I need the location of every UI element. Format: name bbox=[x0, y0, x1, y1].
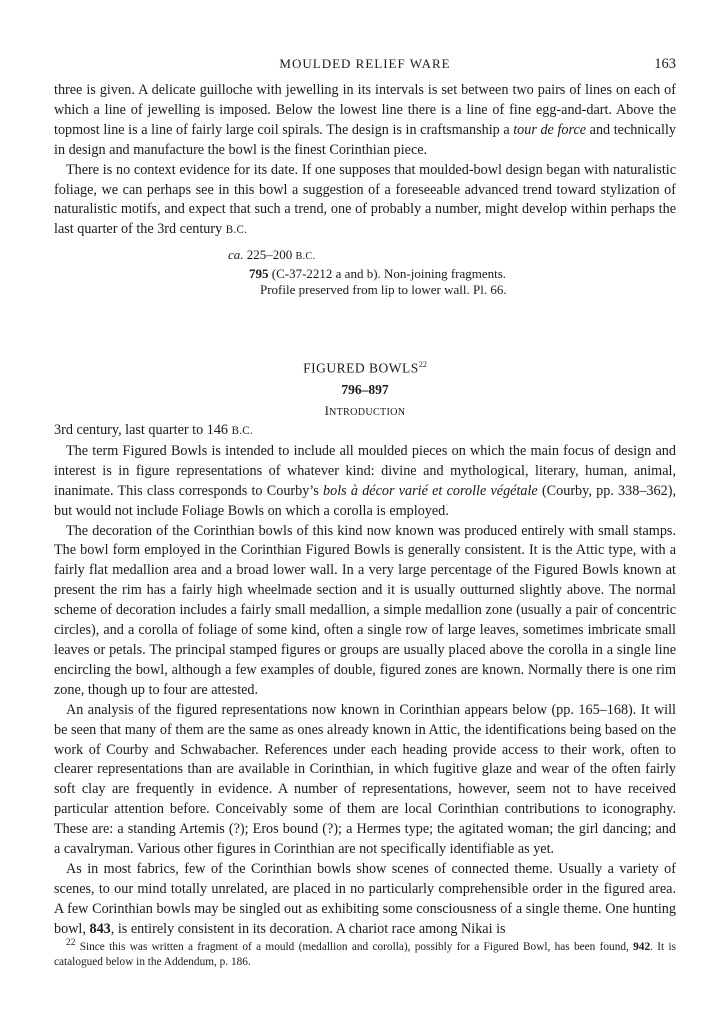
catalogue-number-ref[interactable]: 843 bbox=[89, 920, 111, 937]
date-range: 225–200 bbox=[243, 247, 296, 262]
paragraph-guilloche bbox=[54, 81, 676, 161]
section-title-text: FIGURED BOWLS bbox=[303, 360, 419, 376]
text-run: 3rd century, last quarter to 146 bbox=[54, 422, 232, 438]
catalogue-date bbox=[228, 247, 507, 266]
running-title: MOULDED RELIEF WARE bbox=[279, 56, 451, 71]
subheading-rest: NTRODUCTION bbox=[328, 407, 406, 418]
era-abbrev: B.C. bbox=[295, 251, 316, 262]
footnote-text bbox=[54, 936, 676, 970]
page-number: 163 bbox=[654, 56, 676, 72]
text-run: Since this was written a fragment of a mould (medallion and corolla), possibly for a Figured Bowl, has been found, bbox=[75, 940, 634, 953]
text-run: , is entirely consistent in its decoration. A chariot race among Nikai is bbox=[110, 920, 506, 937]
text-run: As in most fabrics, few of the Corinthian bowls show scenes of connected theme. Usually a variety of scenes, to our mind totally unrelated, are placed in no particularly comprehensible order in the figured area. A few Corinthian bowls may be singled out as exhibiting some consciousness of a single theme. One hunting bowl, bbox=[54, 860, 676, 937]
catalogue-description: (C-37-2212 a and b). Non-joining fragments. bbox=[268, 265, 507, 281]
era-abbrev: B.C. bbox=[225, 224, 248, 237]
paragraph-analysis: An analysis of the figured representations now known in Corinthian appears below (pp. 165–168). It will be seen that many of them are the same as ones already known in Attic, the identifications being based on the work of Courby and Schwabacher. References under each heading provide access to their work, often to clearer representations than are available in Corinthian, in which fugitive glaze and wear of the often fairly soft clay are frequently in evidence. A number of representations, however, seem not to have received particular attention before. Conceivably some of them are local Corinthian contributions to iconography. These are: a standing Artemis (?); Eros bound (?); a Hermes type; the agitated woman; the girl dancing; and a cavalryman. Various other figures in Corinthian are not specifically identifiable as yet. bbox=[54, 701, 676, 858]
italic-phrase: tour de force bbox=[513, 121, 587, 138]
catalogue-entry bbox=[228, 247, 507, 299]
running-head bbox=[54, 56, 676, 76]
catalogue-range: 796–897 bbox=[341, 382, 389, 397]
footnote-reference[interactable]: 22 bbox=[418, 360, 427, 369]
catalogue-line-continued: Profile preserved from lip to lower wall. Pl. 66. bbox=[260, 282, 507, 298]
subheading-initial: I bbox=[324, 403, 329, 418]
text-run: . It is catalogued below in the Addendum, p. 186. bbox=[54, 940, 676, 968]
text-run: (Courby, pp. 338–362), but would not include Foliage Bowls on which a corolla is employed. bbox=[54, 482, 676, 519]
catalogue-line bbox=[228, 266, 507, 283]
section-title bbox=[54, 360, 676, 377]
text-run: There is no context evidence for its date. If one supposes that moulded-bowl design began with naturalistic foliage, we can perhaps see in this bowl a suggestion of a foreseeable advanced trend toward stylization of naturalistic motifs, and expect that such a trend, one of probably a number, might develop within perhaps the last quarter of the 3rd century bbox=[54, 161, 676, 238]
date-line bbox=[54, 421, 676, 442]
paragraph-dating bbox=[54, 161, 676, 242]
figured-bowls-text-block bbox=[54, 421, 676, 940]
italic-phrase: bols à décor varié et corolle végétale bbox=[323, 482, 538, 499]
catalogue-number-ref[interactable]: 942 bbox=[633, 940, 651, 953]
subheading-introduction bbox=[54, 403, 676, 419]
footnote bbox=[54, 936, 676, 970]
catalogue-number: 795 bbox=[249, 265, 269, 281]
era-abbrev: B.C. bbox=[231, 425, 254, 437]
intro-text-block bbox=[54, 81, 676, 241]
text-run: The term Figured Bowls is intended to include all moulded pieces on which the main focus of design and interest is in figure representations of whatever kind: divine and mythological, literary, human, animal, inanimate. This class corresponds to Courby’s bbox=[54, 442, 676, 499]
text-run: three is given. A delicate guilloche with jewelling in its intervals is set between two pairs of lines on each of which a line of jewelling is imposed. Below the lowest line there is a line of fine egg-and-dart. Above the topmost line is a line of fairly large coil spirals. The design is in craftsmanship a bbox=[54, 82, 676, 138]
footnote-marker: 22 bbox=[66, 938, 76, 948]
paragraph-themes bbox=[54, 860, 676, 940]
paragraph-definition bbox=[54, 442, 676, 522]
paragraph-decoration: The decoration of the Corinthian bowls of this kind now known was produced entirely with small stamps. The bowl form employed in the Corinthian Figured Bowls is generally consistent. It is the Attic type, with a fairly flat medallion area and a broad lower wall. In a very large percentage of the Figured Bowls known at present the rim has a fairly high wheelmade section and it is usually outturned slightly above. The normal scheme of decoration includes a fairly small medallion, a simple medallion zone (usually a pair of concentric circles), and a corolla of foliage of some kind, often a single row of large leaves, sometimes imbricate small leaves or petals. The principal stamped figures or groups are usually placed above the corolla in a single line encircling the bowl, although a few examples of double, figured zones are known. Normally there is one rim zone, though up to four are attested. bbox=[54, 522, 676, 698]
text-run: and technically in design and manufacture the bowl is the finest Corinthian piece. bbox=[54, 121, 676, 158]
circa-abbrev: ca. bbox=[228, 247, 244, 262]
